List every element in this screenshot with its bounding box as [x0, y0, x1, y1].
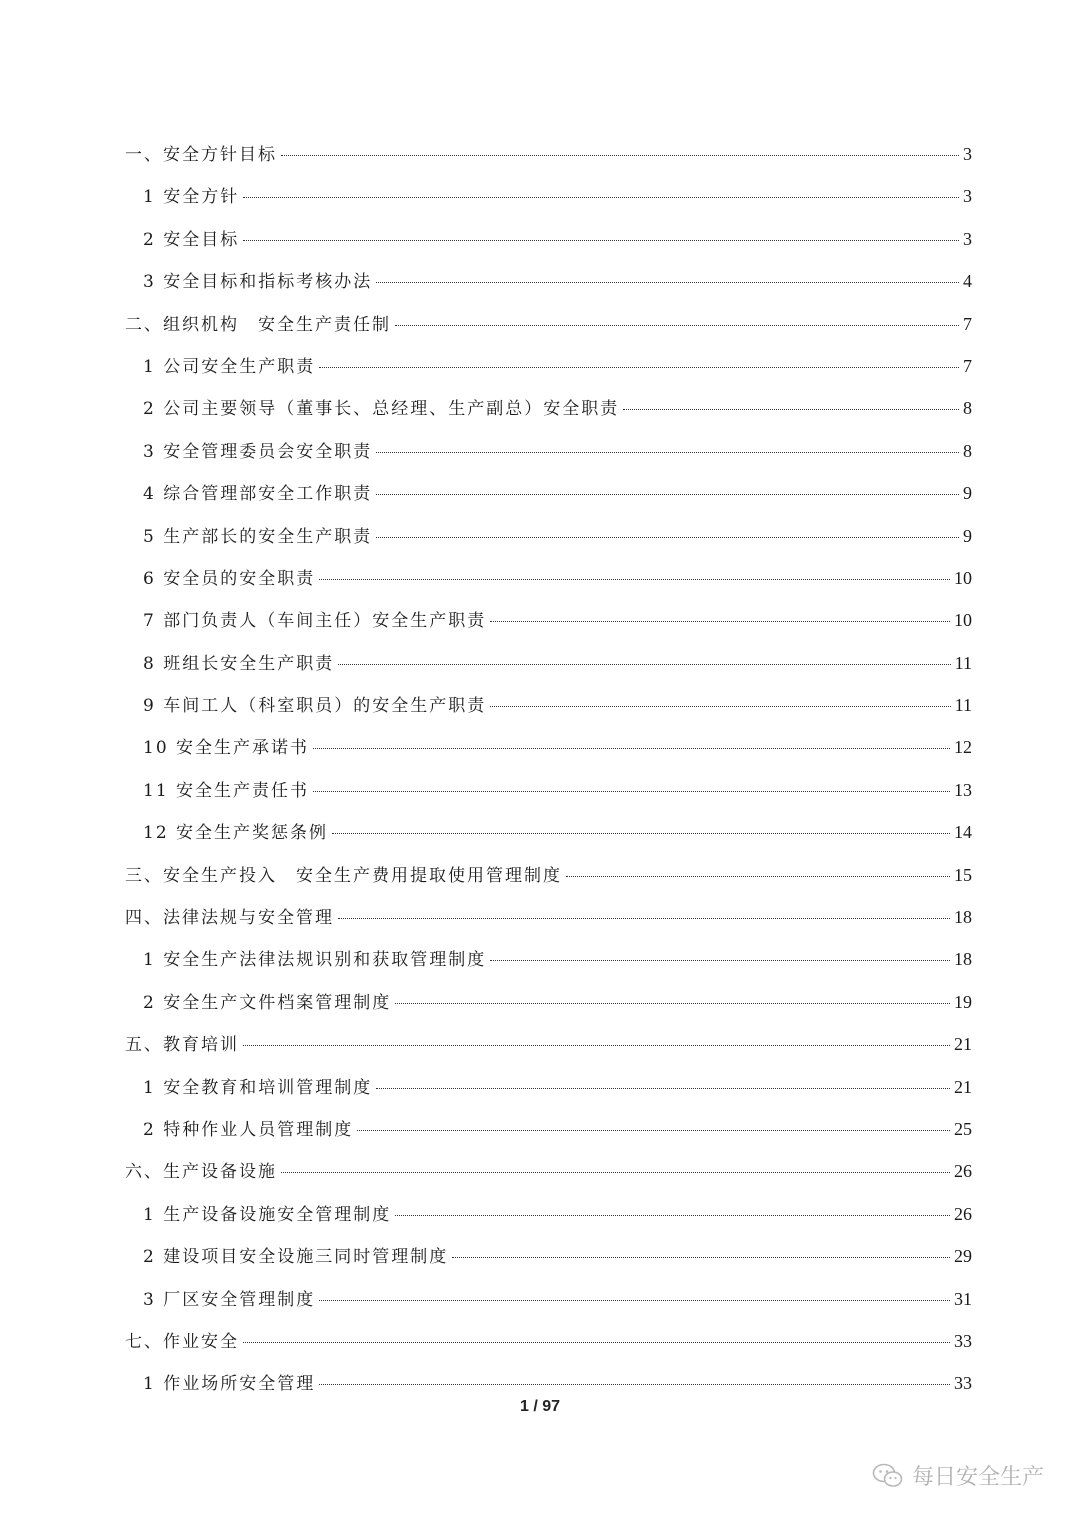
toc-entry[interactable] [125, 1115, 972, 1157]
toc-dot-leader [313, 748, 950, 749]
toc-entry-page: 19 [954, 991, 972, 1012]
toc-entry[interactable] [125, 352, 972, 394]
toc-entry[interactable] [125, 818, 972, 860]
toc-entry-page: 26 [954, 1203, 972, 1224]
toc-entry-page: 10 [954, 567, 972, 588]
toc-dot-leader [376, 282, 959, 283]
toc-entry-page: 15 [954, 864, 972, 885]
toc-entry-title: 1 安全方针 [143, 187, 240, 208]
toc-entry[interactable] [125, 691, 972, 733]
toc-dot-leader [332, 833, 950, 834]
toc-entry[interactable] [125, 437, 972, 479]
toc-entry[interactable] [125, 564, 972, 606]
toc-entry[interactable] [125, 988, 972, 1030]
toc-entry-page: 25 [954, 1118, 972, 1139]
toc-entry-title: 六、生产设备设施 [125, 1162, 277, 1183]
toc-entry-title: 3 安全目标和指标考核办法 [143, 272, 373, 293]
toc-entry[interactable] [125, 903, 972, 945]
toc-dot-leader [395, 1003, 950, 1004]
toc-entry-page: 33 [954, 1330, 972, 1351]
toc-entry[interactable] [125, 649, 972, 691]
toc-dot-leader [490, 621, 950, 622]
toc-entry-title: 1 安全生产法律法规识别和获取管理制度 [143, 950, 487, 971]
toc-entry-title: 四、法律法规与安全管理 [125, 908, 334, 929]
toc-entry-title: 1 公司安全生产职责 [143, 356, 316, 377]
toc-entry[interactable] [125, 394, 972, 436]
toc-dot-leader [319, 367, 959, 368]
toc-entry-page: 18 [954, 949, 972, 970]
toc-entry[interactable] [125, 1327, 972, 1369]
toc-entry-page: 3 [963, 144, 972, 164]
toc-dot-leader [243, 197, 959, 198]
toc-dot-leader [395, 325, 959, 326]
toc-dot-leader [243, 1045, 950, 1046]
toc-entry[interactable] [125, 945, 972, 987]
watermark [872, 1460, 1044, 1491]
toc-entry-page: 7 [963, 313, 972, 334]
toc-entry-page: 11 [954, 652, 972, 673]
toc-dot-leader [319, 579, 950, 580]
toc-dot-leader [243, 240, 959, 241]
toc-entry[interactable] [125, 1200, 972, 1242]
toc-dot-leader [395, 1215, 950, 1216]
toc-entry-page: 21 [954, 1034, 972, 1055]
toc-entry[interactable] [125, 182, 972, 224]
toc-entry-title: 1 生产设备设施安全管理制度 [143, 1204, 392, 1225]
page-indicator: 1 / 97 [519, 1398, 561, 1415]
toc-entry-title: 9 车间工人（科室职员）的安全生产职责 [143, 696, 487, 717]
table-of-contents [125, 140, 972, 1412]
toc-entry[interactable] [125, 225, 972, 267]
toc-entry[interactable] [125, 479, 972, 521]
toc-entry-title: 三、安全生产投入 安全生产费用提取使用管理制度 [125, 865, 562, 886]
toc-entry-page: 8 [963, 440, 972, 461]
wechat-icon [872, 1463, 904, 1489]
toc-dot-leader [319, 1384, 950, 1385]
toc-entry[interactable] [125, 1285, 972, 1327]
toc-dot-leader [376, 452, 959, 453]
toc-entry-title: 3 厂区安全管理制度 [143, 1289, 316, 1310]
toc-dot-leader [490, 706, 950, 707]
toc-entry-title: 2 公司主要领导（董事长、总经理、生产副总）安全职责 [143, 399, 620, 420]
toc-dot-leader [357, 1130, 950, 1131]
toc-entry-page: 3 [963, 186, 972, 207]
toc-entry-title: 1 安全教育和培训管理制度 [143, 1077, 373, 1098]
toc-entry-title: 2 特种作业人员管理制度 [143, 1119, 354, 1140]
toc-entry-title: 五、教育培训 [125, 1035, 239, 1056]
watermark-text: 每日安全生产 [911, 1465, 1044, 1490]
toc-entry[interactable] [125, 522, 972, 564]
toc-dot-leader [319, 1300, 950, 1301]
toc-entry[interactable] [125, 1242, 972, 1284]
toc-dot-leader [566, 876, 950, 877]
toc-entry[interactable] [125, 776, 972, 818]
toc-entry-title: 7 部门负责人（车间主任）安全生产职责 [143, 611, 487, 632]
toc-entry-page: 7 [963, 355, 972, 376]
toc-dot-leader [281, 1172, 950, 1173]
toc-dot-leader [452, 1257, 950, 1258]
toc-entry-title: 2 安全生产文件档案管理制度 [143, 992, 392, 1013]
toc-entry-page: 9 [963, 483, 972, 504]
toc-entry-title: 2 建设项目安全设施三同时管理制度 [143, 1247, 449, 1268]
toc-entry-title: 5 生产部长的安全生产职责 [143, 526, 373, 547]
toc-entry-title: 10 安全生产承诺书 [143, 738, 310, 759]
toc-dot-leader [313, 791, 950, 792]
toc-entry-page: 14 [954, 822, 972, 843]
toc-dot-leader [281, 155, 959, 156]
toc-dot-leader [376, 494, 959, 495]
toc-entry[interactable] [125, 606, 972, 648]
toc-entry-page: 8 [963, 398, 972, 419]
toc-entry-page: 3 [963, 228, 972, 249]
toc-dot-leader [376, 537, 959, 538]
toc-entry-title: 12 安全生产奖惩条例 [143, 823, 329, 844]
toc-entry-page: 12 [954, 737, 972, 758]
toc-entry-page: 9 [963, 525, 972, 546]
toc-entry[interactable] [125, 1030, 972, 1072]
toc-entry-page: 4 [963, 271, 972, 292]
toc-entry[interactable] [125, 267, 972, 309]
toc-entry-title: 二、组织机构 安全生产责任制 [125, 314, 391, 335]
toc-entry[interactable] [125, 733, 972, 775]
toc-entry-title: 2 安全目标 [143, 229, 240, 250]
toc-entry-page: 21 [954, 1076, 972, 1097]
toc-entry-title: 6 安全员的安全职责 [143, 568, 316, 589]
toc-entry-page: 10 [954, 610, 972, 631]
toc-entry-title: 一、安全方针目标 [125, 145, 277, 165]
toc-entry-page: 26 [954, 1161, 972, 1182]
toc-dot-leader [243, 1342, 950, 1343]
toc-dot-leader [338, 664, 950, 665]
toc-entry-page: 18 [954, 907, 972, 928]
toc-entry-title: 8 班组长安全生产职责 [143, 653, 335, 674]
toc-dot-leader [490, 960, 950, 961]
toc-entry-page: 31 [954, 1288, 972, 1309]
toc-entry-page: 11 [954, 695, 972, 716]
toc-entry[interactable] [125, 861, 972, 903]
toc-entry[interactable] [125, 310, 972, 352]
toc-dot-leader [623, 409, 959, 410]
toc-entry-title: 4 综合管理部安全工作职责 [143, 484, 373, 505]
toc-dot-leader [376, 1088, 950, 1089]
toc-entry-title: 七、作业安全 [125, 1331, 239, 1352]
toc-entry[interactable] [125, 1157, 972, 1199]
toc-entry-page: 29 [954, 1246, 972, 1267]
toc-entry-title: 1 作业场所安全管理 [143, 1374, 316, 1395]
toc-entry-title: 3 安全管理委员会安全职责 [143, 441, 373, 462]
toc-entry-page: 13 [954, 779, 972, 800]
toc-entry[interactable] [125, 1073, 972, 1115]
toc-entry[interactable] [125, 140, 972, 182]
toc-entry-title: 11 安全生产责任书 [143, 780, 310, 801]
toc-entry-page: 33 [954, 1373, 972, 1394]
toc-dot-leader [338, 918, 950, 919]
